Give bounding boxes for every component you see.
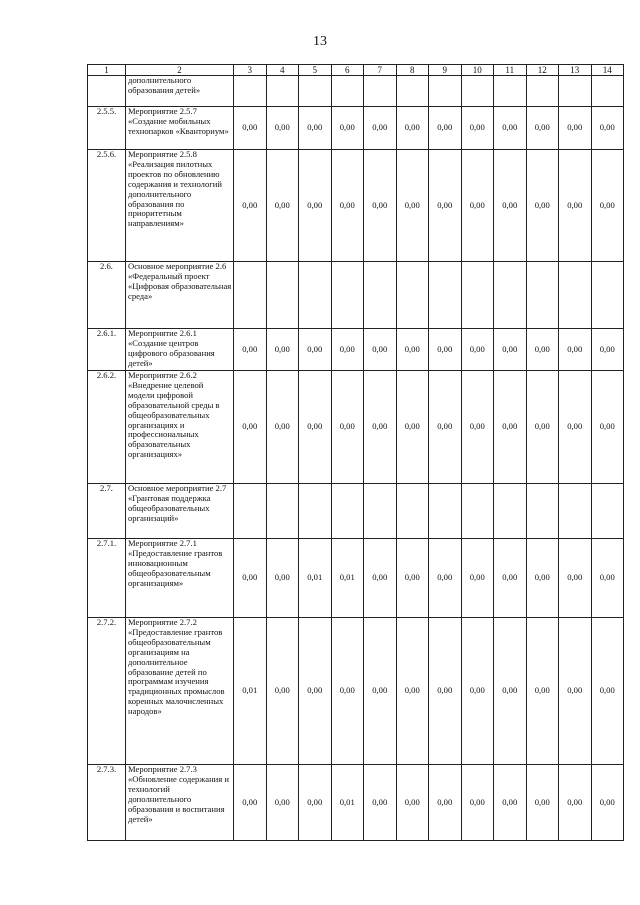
value-cell: 0,00 (429, 329, 462, 371)
value-cell (364, 484, 397, 539)
table-row (88, 484, 624, 539)
value-cell: 0,00 (234, 765, 267, 841)
value-cell: 0,01 (331, 539, 364, 618)
value-cell: 0,00 (494, 150, 527, 262)
value-cell: 0,00 (266, 371, 299, 484)
column-header: 13 (559, 65, 592, 76)
value-cell: 0,00 (331, 618, 364, 765)
value-cell: 0,00 (266, 107, 299, 150)
value-cell (396, 262, 429, 329)
column-header: 7 (364, 65, 397, 76)
value-cell (494, 76, 527, 107)
value-cell: 0,00 (396, 765, 429, 841)
value-cell (396, 76, 429, 107)
row-number: 2.7.3. (88, 765, 126, 841)
value-cell: 0,00 (234, 150, 267, 262)
value-cell: 0,00 (559, 618, 592, 765)
row-title: Основное мероприятие 2.6 «Федеральный проект «Цифровая образовательная среда» (126, 262, 234, 329)
value-cell (526, 262, 559, 329)
row-title: Мероприятие 2.5.8 «Реализация пилотных проектов по обновлению содержания и технологий дополнительного образования по приоритетным направлениям» (126, 150, 234, 262)
row-number: 2.5.5. (88, 107, 126, 150)
value-cell: 0,00 (364, 371, 397, 484)
value-cell: 0,00 (429, 539, 462, 618)
value-cell: 0,00 (559, 150, 592, 262)
value-cell: 0,00 (494, 765, 527, 841)
value-cell: 0,00 (591, 150, 624, 262)
value-cell: 0,00 (429, 107, 462, 150)
row-title: Мероприятие 2.6.2 «Внедрение целевой модели цифровой образовательной среды в общеобразовательных организациях и профессиональных образовательных организациях» (126, 371, 234, 484)
row-number: 2.7.2. (88, 618, 126, 765)
value-cell: 0,00 (526, 371, 559, 484)
row-title: Мероприятие 2.7.1 «Предоставление грантов инновационным общеобразовательным организациям» (126, 539, 234, 618)
row-title: Мероприятие 2.6.1 «Создание центров цифрового образования детей» (126, 329, 234, 371)
value-cell (526, 76, 559, 107)
value-cell: 0,00 (526, 765, 559, 841)
value-cell (461, 262, 494, 329)
value-cell: 0,00 (494, 371, 527, 484)
value-cell (526, 484, 559, 539)
row-title: Основное мероприятие 2.7 «Грантовая поддержка общеобразовательных организаций» (126, 484, 234, 539)
value-cell (494, 484, 527, 539)
column-header: 12 (526, 65, 559, 76)
value-cell: 0,00 (266, 618, 299, 765)
value-cell: 0,00 (461, 329, 494, 371)
column-header: 5 (299, 65, 332, 76)
value-cell: 0,00 (526, 618, 559, 765)
value-cell: 0,00 (559, 539, 592, 618)
value-cell (299, 262, 332, 329)
value-cell (396, 484, 429, 539)
value-cell: 0,00 (299, 765, 332, 841)
row-number (88, 76, 126, 107)
value-cell: 0,00 (429, 618, 462, 765)
value-cell: 0,00 (299, 371, 332, 484)
value-cell: 0,00 (461, 539, 494, 618)
column-header: 6 (331, 65, 364, 76)
value-cell (364, 76, 397, 107)
value-cell (266, 484, 299, 539)
value-cell: 0,00 (526, 539, 559, 618)
column-header: 3 (234, 65, 267, 76)
value-cell: 0,00 (396, 329, 429, 371)
row-number: 2.6.1. (88, 329, 126, 371)
value-cell: 0,00 (429, 371, 462, 484)
value-cell: 0,00 (331, 371, 364, 484)
value-cell: 0,00 (266, 329, 299, 371)
value-cell (331, 484, 364, 539)
page-number: 13 (313, 34, 327, 49)
value-cell: 0,00 (364, 329, 397, 371)
value-cell: 0,00 (526, 329, 559, 371)
value-cell: 0,00 (461, 107, 494, 150)
value-cell: 0,00 (234, 371, 267, 484)
value-cell: 0,00 (364, 618, 397, 765)
value-cell: 0,01 (331, 765, 364, 841)
row-number: 2.7.1. (88, 539, 126, 618)
value-cell: 0,00 (461, 618, 494, 765)
row-number: 2.6.2. (88, 371, 126, 484)
value-cell: 0,00 (559, 371, 592, 484)
value-cell (461, 76, 494, 107)
value-cell: 0,00 (591, 765, 624, 841)
value-cell (266, 262, 299, 329)
value-cell: 0,00 (331, 150, 364, 262)
value-cell: 0,00 (494, 107, 527, 150)
value-cell: 0,00 (461, 371, 494, 484)
column-header: 9 (429, 65, 462, 76)
value-cell: 0,00 (591, 539, 624, 618)
value-cell (331, 262, 364, 329)
value-cell (429, 262, 462, 329)
value-cell: 0,00 (591, 371, 624, 484)
column-header: 14 (591, 65, 624, 76)
value-cell: 0,00 (591, 107, 624, 150)
value-cell: 0,00 (494, 618, 527, 765)
value-cell: 0,00 (396, 107, 429, 150)
column-header: 11 (494, 65, 527, 76)
value-cell (331, 76, 364, 107)
value-cell: 0,00 (429, 765, 462, 841)
table-row (88, 107, 624, 150)
value-cell: 0,00 (526, 107, 559, 150)
value-cell: 0,00 (461, 150, 494, 262)
value-cell (234, 484, 267, 539)
table-header-row (88, 65, 624, 76)
value-cell: 0,00 (364, 765, 397, 841)
value-cell: 0,00 (396, 371, 429, 484)
column-header: 10 (461, 65, 494, 76)
row-number: 2.7. (88, 484, 126, 539)
value-cell: 0,00 (299, 329, 332, 371)
value-cell: 0,00 (429, 150, 462, 262)
table-row (88, 329, 624, 371)
value-cell: 0,00 (591, 618, 624, 765)
table-row (88, 76, 624, 107)
value-cell: 0,00 (266, 765, 299, 841)
value-cell: 0,00 (591, 329, 624, 371)
value-cell: 0,00 (364, 150, 397, 262)
value-cell: 0,00 (299, 107, 332, 150)
value-cell (591, 76, 624, 107)
value-cell: 0,00 (331, 107, 364, 150)
value-cell: 0,01 (234, 618, 267, 765)
value-cell (429, 484, 462, 539)
value-cell: 0,00 (266, 150, 299, 262)
value-cell (559, 262, 592, 329)
row-title: дополнительного образования детей» (126, 76, 234, 107)
table-row (88, 150, 624, 262)
value-cell: 0,00 (559, 329, 592, 371)
table-row (88, 765, 624, 841)
table-row (88, 371, 624, 484)
value-cell: 0,00 (559, 107, 592, 150)
value-cell: 0,00 (364, 107, 397, 150)
value-cell: 0,00 (364, 539, 397, 618)
value-cell: 0,00 (299, 150, 332, 262)
value-cell (461, 484, 494, 539)
value-cell: 0,00 (396, 618, 429, 765)
column-header: 1 (88, 65, 126, 76)
value-cell: 0,00 (299, 618, 332, 765)
column-header: 2 (126, 65, 234, 76)
value-cell (266, 76, 299, 107)
value-cell (591, 484, 624, 539)
table-row (88, 539, 624, 618)
value-cell (299, 484, 332, 539)
value-cell (559, 484, 592, 539)
value-cell: 0,00 (234, 539, 267, 618)
value-cell: 0,00 (234, 329, 267, 371)
value-cell (299, 76, 332, 107)
value-cell: 0,00 (331, 329, 364, 371)
value-cell (559, 76, 592, 107)
value-cell (591, 262, 624, 329)
value-cell: 0,00 (559, 765, 592, 841)
table-row (88, 618, 624, 765)
value-cell: 0,00 (494, 539, 527, 618)
value-cell (234, 262, 267, 329)
column-header: 8 (396, 65, 429, 76)
value-cell: 0,01 (299, 539, 332, 618)
value-cell: 0,00 (396, 150, 429, 262)
row-number: 2.6. (88, 262, 126, 329)
value-cell: 0,00 (526, 150, 559, 262)
value-cell (494, 262, 527, 329)
row-title: Мероприятие 2.7.2 «Предоставление грантов общеобразовательным организациям на дополнительное образование детей по программам изучения традиционных промыслов коренных малочисленных народов» (126, 618, 234, 765)
value-cell: 0,00 (266, 539, 299, 618)
column-header: 4 (266, 65, 299, 76)
row-number: 2.5.6. (88, 150, 126, 262)
value-cell: 0,00 (461, 765, 494, 841)
row-title: Мероприятие 2.5.7 «Создание мобильных технопарков «Кванториум» (126, 107, 234, 150)
value-cell (429, 76, 462, 107)
value-cell: 0,00 (396, 539, 429, 618)
program-table (87, 64, 624, 841)
table-body (88, 65, 624, 841)
row-title: Мероприятие 2.7.3 «Обновление содержания и технологий дополнительного образования и воспитания детей» (126, 765, 234, 841)
value-cell: 0,00 (494, 329, 527, 371)
value-cell: 0,00 (234, 107, 267, 150)
table-row (88, 262, 624, 329)
value-cell (234, 76, 267, 107)
value-cell (364, 262, 397, 329)
